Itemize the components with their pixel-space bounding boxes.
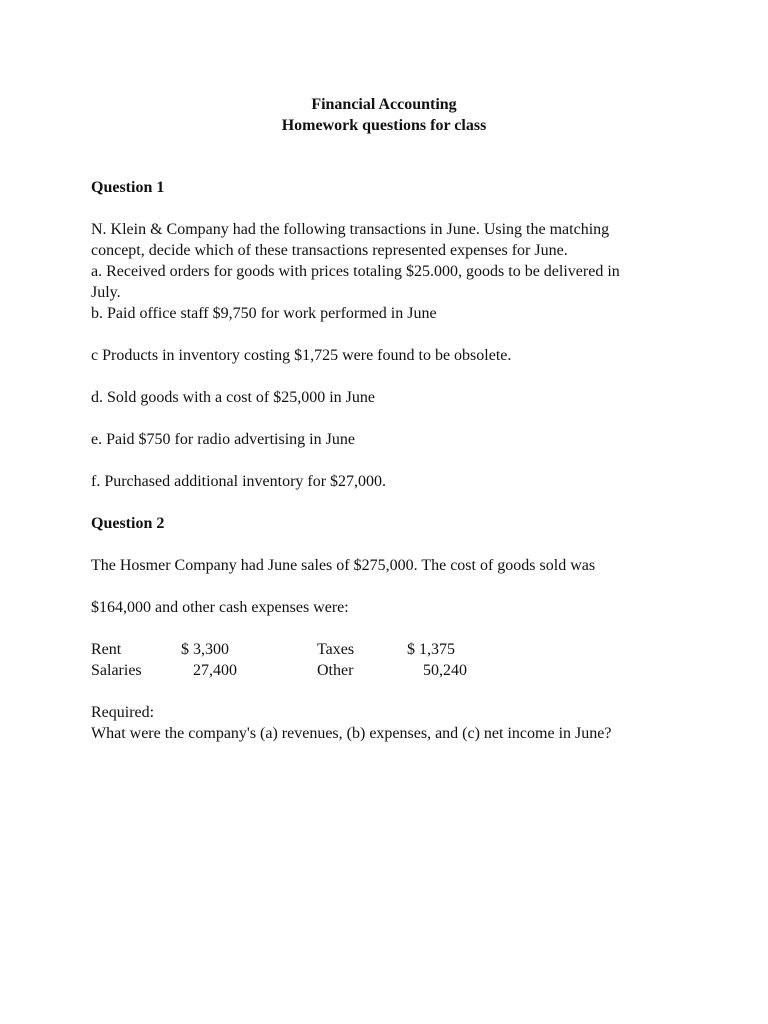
question-2-required-text: What were the company's (a) revenues, (b) expenses, and (c) net income in June? [91,725,612,742]
question-2-required-label: Required: [91,704,155,721]
question-2-line-1: The Hosmer Company had June sales of $275,000. The cost of goods sold was [91,557,596,574]
question-1-item-f: f. Purchased additional inventory for $27,000. [91,473,387,490]
expense-value: $ 3,300 [181,641,229,658]
expense-row [91,639,691,660]
question-1-item-e: e. Paid $750 for radio advertising in June [91,431,355,448]
spacer [91,324,691,345]
spacer [91,198,691,219]
expense-table [91,639,691,681]
document-title: Financial Accounting [311,96,457,113]
document-subtitle: Homework questions for class [281,117,487,134]
expense-row [91,660,691,681]
question-1-item-a-line-1: a. Received orders for goods with prices totaling $25.000, goods to be delivered in [91,263,620,280]
question-2-heading: Question 2 [91,515,165,532]
expense-label: Salaries [91,662,142,679]
expense-label: Other [317,662,354,679]
spacer [91,366,691,387]
expense-label: Taxes [317,641,355,658]
question-1-item-a-line-2: July. [91,284,121,301]
spacer [91,681,691,702]
spacer [91,534,691,555]
question-1-intro-line-2: concept, decide which of these transactions represented expenses for June. [91,242,568,259]
spacer [91,618,691,639]
spacer [91,450,691,471]
document-body [91,177,691,744]
expense-label: Rent [91,641,122,658]
spacer [91,492,691,513]
spacer [91,576,691,597]
expense-value: 50,240 [407,662,467,679]
question-1-item-d: d. Sold goods with a cost of $25,000 in June [91,389,375,406]
spacer [91,408,691,429]
question-1-intro-line-1: N. Klein & Company had the following transactions in June. Using the matching [91,221,610,238]
expense-value: 27,400 [181,662,237,679]
expense-value: $ 1,375 [407,641,455,658]
document-header [0,94,768,136]
question-1-heading: Question 1 [91,179,165,196]
question-1-item-c: c Products in inventory costing $1,725 were found to be obsolete. [91,347,512,364]
question-1-item-b: b. Paid office staff $9,750 for work performed in June [91,305,437,322]
question-2-line-2: $164,000 and other cash expenses were: [91,599,349,616]
